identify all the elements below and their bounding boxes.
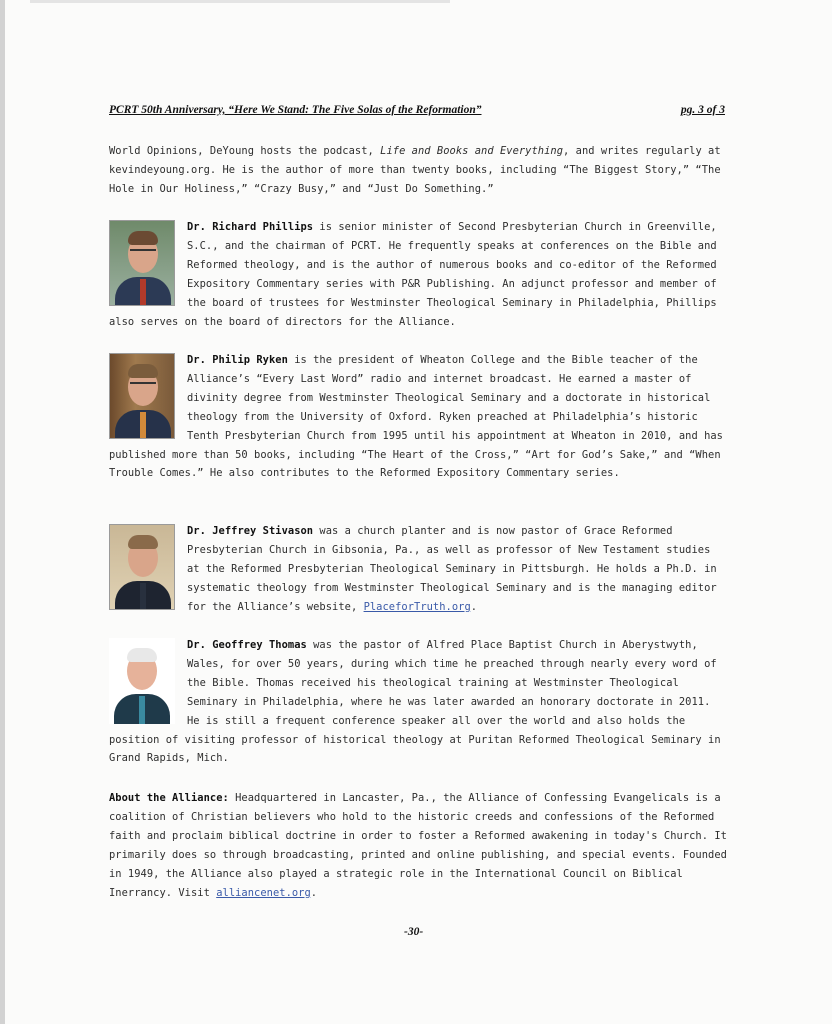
bio-name: Dr. Jeffrey Stivason — [187, 525, 314, 537]
page-header — [109, 104, 725, 116]
alliancenet-link[interactable]: alliancenet.org — [216, 886, 311, 899]
intro-text-b: , and writes regularly at kevindeyoung.org. He is the author of more than twenty books, including “The Biggest Story,” “The Hole in Our Holiness,” “Crazy Busy,” and “Just Do Something.” — [109, 145, 721, 195]
bio-jeffrey-stivason — [109, 522, 729, 617]
header-page-indicator: pg. 3 of 3 — [680, 104, 725, 116]
bio-richard-phillips — [109, 218, 729, 331]
portrait-photo-jeffrey-stivason — [109, 524, 175, 610]
podcast-title: Life and Books and Everything — [380, 145, 564, 157]
intro-paragraph — [109, 142, 729, 199]
header-title: PCRT 50th Anniversary, “Here We Stand: The Five Solas of the Reformation” — [109, 104, 482, 116]
bio-text: was a church planter and is now pastor of Grace Reformed Presbyterian Church in Gibsonia, Pa., as well as professor of New Testament studies at the Reformed Presbyterian Theological Seminary in Pittsburgh. He holds a Ph.D. in systematic theology from Westminster Theological Seminary and is the managing editor for the Alliance’s website, — [187, 525, 717, 613]
about-label: About the Alliance: — [109, 792, 229, 804]
page-number: -30- — [404, 926, 424, 938]
portrait-photo-richard-phillips — [109, 220, 175, 306]
bio-text: is senior minister of Second Presbyterian Church in Greenville, S.C., and the chairman of PCRT. He frequently speaks at conferences on the Bible and Reformed theology, and is the author of numerous books and co-editor of the Reformed Expository Commentary series with P&R Publishing. An adjunct professor and member of the board of trustees for Westminster Theological Seminary in Philadelphia, Phillips also serves on the board of directors for the Alliance. — [109, 221, 717, 328]
about-text: Headquartered in Lancaster, Pa., the Alliance of Confessing Evangelicals is a coalition of Christian believers who hold to the historic creeds and confessions of the Reformed faith and proclaim biblical doctrine in order to foster a Reformed awakening in today's Church. It primarily does so through broadcasting, printed and online publishing, and special events. Founded in 1949, the Alliance also played a strategic role in the International Council on Biblical Inerrancy. Visit — [109, 792, 727, 899]
bio-geoffrey-thomas — [109, 636, 729, 768]
bio-text: was the pastor of Alfred Place Baptist Church in Aberystwyth, Wales, for over 50 years, during which time he preached through nearly every word of the Bible. Thomas received his theological training at Westminster Theological Seminary in Philadelphia, where he was later awarded an honorary doctorate in 2011. He is still a frequent conference speaker all over the world and also holds the position of visiting professor of historical theology at Puritan Reformed Theological Seminary in Grand Rapids, Mich. — [109, 639, 721, 765]
bio-name: Dr. Geoffrey Thomas — [187, 639, 307, 651]
scan-top-shadow — [30, 0, 450, 3]
placefortruth-link[interactable]: PlaceforTruth.org — [363, 600, 471, 613]
portrait-photo-geoffrey-thomas — [109, 638, 175, 724]
bio-text: is the president of Wheaton College and the Bible teacher of the Alliance’s “Every Last Word” radio and internet broadcast. He earned a master of divinity degree from Westminster Theological Seminary and a doctorate in historical theology from the University of Oxford. Ryken preached at Philadelphia’s historic Tenth Presbyterian Church from 1995 until his appointment at Wheaton in 2010, and has published more than 50 books, including “The Heart of the Cross,” “Art for God’s Sake,” and “When Trouble Comes.” He also contributes to the Reformed Expository Commentary series. — [109, 354, 723, 480]
portrait-photo-philip-ryken — [109, 353, 175, 439]
bio-name: Dr. Philip Ryken — [187, 354, 288, 366]
intro-text-a: World Opinions, DeYoung hosts the podcast, — [109, 145, 381, 157]
about-text-end: . — [310, 886, 318, 899]
bio-philip-ryken — [109, 351, 729, 483]
bio-name: Dr. Richard Phillips — [187, 221, 314, 233]
about-alliance-paragraph — [109, 789, 729, 902]
scan-edge-shadow — [0, 0, 5, 1024]
bio-text-end: . — [470, 600, 478, 613]
